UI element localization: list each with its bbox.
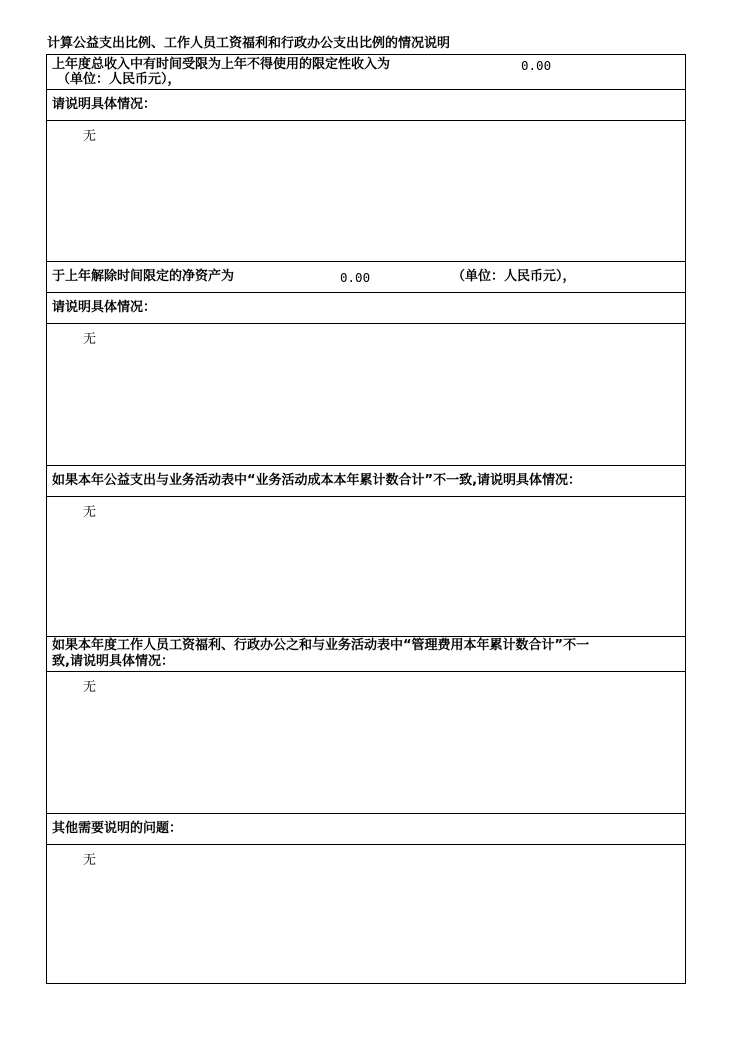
welfare-mismatch-prompt: 如果本年公益支出与业务活动表中“业务活动成本本年累计数合计”不一致,请说明具体情况： <box>52 473 582 488</box>
released-assets-label: 于上年解除时间限定的净资产为 <box>52 269 235 284</box>
other-issues-answer-cell[interactable] <box>47 845 685 982</box>
admin-mismatch-prompt-line1: 如果本年度工作人员工资福利、行政办公之和与业务活动表中“管理费用本年累计数合计”不一 <box>52 638 590 653</box>
released-assets-prompt: 请说明具体情况： <box>52 300 157 315</box>
other-issues-answer: 无 <box>83 853 97 868</box>
welfare-mismatch-answer: 无 <box>83 505 97 520</box>
restricted-income-prompt: 请说明具体情况： <box>52 97 157 112</box>
restricted-income-row <box>47 55 685 90</box>
restricted-income-answer: 无 <box>83 129 97 144</box>
released-assets-prompt-row <box>47 293 685 324</box>
explanation-form <box>46 54 686 984</box>
other-issues-prompt-row <box>47 814 685 845</box>
page-title: 计算公益支出比例、工作人员工资福利和行政办公支出比例的情况说明 <box>47 36 451 51</box>
restricted-income-unit: （单位：人民币元）， <box>57 72 181 87</box>
welfare-mismatch-prompt-row <box>47 466 685 497</box>
admin-mismatch-answer: 无 <box>83 680 97 695</box>
released-assets-answer-cell[interactable] <box>47 324 685 466</box>
released-assets-row <box>47 262 685 293</box>
welfare-mismatch-answer-cell[interactable] <box>47 497 685 637</box>
admin-mismatch-answer-cell[interactable] <box>47 672 685 814</box>
restricted-income-prompt-row <box>47 90 685 121</box>
restricted-income-value: 0.00 <box>521 58 552 73</box>
other-issues-prompt: 其他需要说明的问题： <box>52 821 183 836</box>
released-assets-unit: （单位：人民币元）， <box>452 269 576 284</box>
restricted-income-label: 上年度总收入中有时间受限为上年不得使用的限定性收入为 <box>52 57 391 72</box>
admin-mismatch-prompt-row <box>47 637 685 672</box>
admin-mismatch-prompt-line2: 致,请说明具体情况： <box>52 654 174 669</box>
released-assets-answer: 无 <box>83 332 97 347</box>
released-assets-value: 0.00 <box>340 270 371 285</box>
restricted-income-answer-cell[interactable] <box>47 121 685 262</box>
